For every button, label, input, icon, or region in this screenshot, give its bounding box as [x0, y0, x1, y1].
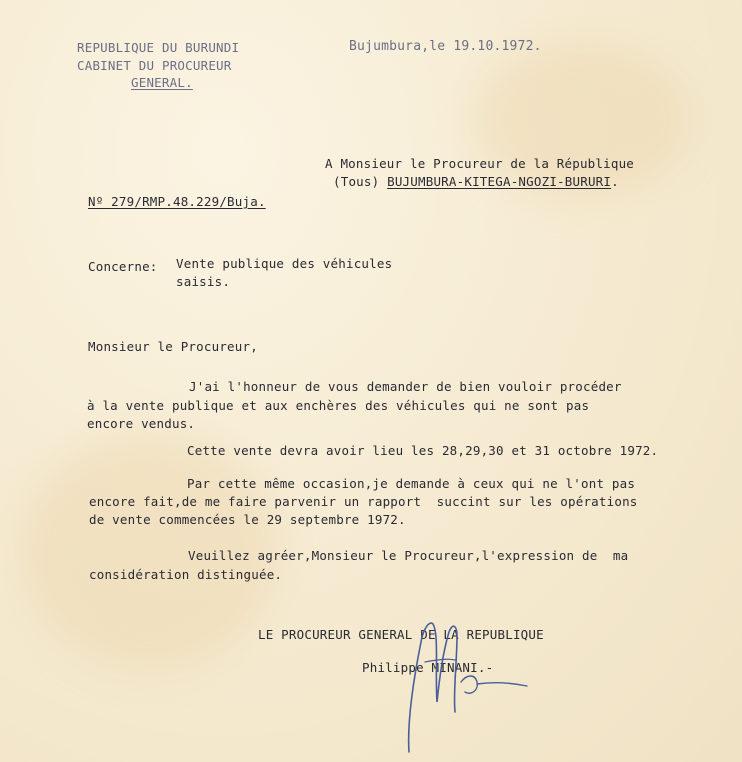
body-p1-line3: encore vendus.: [87, 416, 196, 431]
place-date: Bujumbura,le 19.10.1972.: [349, 39, 542, 54]
header-office-line2: GENERAL.: [131, 75, 193, 90]
body-p3-line3: de vente commencées le 29 septembre 1972.: [89, 512, 406, 527]
body-p1-line1: J'ai l'honneur de vous demander de bien vouloir procéder: [189, 379, 622, 394]
header-office-line1: CABINET DU PROCUREUR: [77, 58, 232, 73]
recipient-suffix: .: [611, 174, 619, 189]
salutation: Monsieur le Procureur,: [88, 339, 258, 354]
header-country: REPUBLIQUE DU BURUNDI: [77, 40, 240, 55]
reference-number: Nº 279/RMP.48.229/Buja.: [88, 194, 266, 209]
recipient-prefix: (Tous): [333, 174, 380, 189]
body-p1-line2: à la vente publique et aux enchères des véhicules qui ne sont pas: [87, 398, 590, 413]
body-p4-line2: considération distinguée.: [89, 567, 283, 582]
closing-name: Philippe MINANI.-: [362, 660, 494, 675]
body-p3-line2: encore fait,de me faire parvenir un rapport succint sur les opérations: [89, 494, 638, 509]
body-p2-line1: Cette vente devra avoir lieu les 28,29,30 et 31 octobre 1972.: [187, 443, 659, 458]
closing-title: LE PROCUREUR GENERAL DE LA REPUBLIQUE: [258, 627, 544, 642]
recipient-line2: [333, 176, 619, 189]
recipient-places: BUJUMBURA-KITEGA-NGOZI-BURURI: [387, 174, 612, 189]
subject-line1: Vente publique des véhicules: [176, 256, 393, 271]
recipient-line1: A Monsieur le Procureur de la République: [325, 156, 635, 171]
body-p4-line1: Veuillez agréer,Monsieur le Procureur,l'expression de ma: [188, 548, 629, 563]
handwritten-signature: [395, 612, 535, 762]
subject-line2: saisis.: [176, 274, 231, 289]
subject-label: Concerne:: [88, 259, 158, 274]
body-p3-line1: Par cette même occasion,je demande à ceux qui ne l'ont pas: [187, 476, 636, 491]
